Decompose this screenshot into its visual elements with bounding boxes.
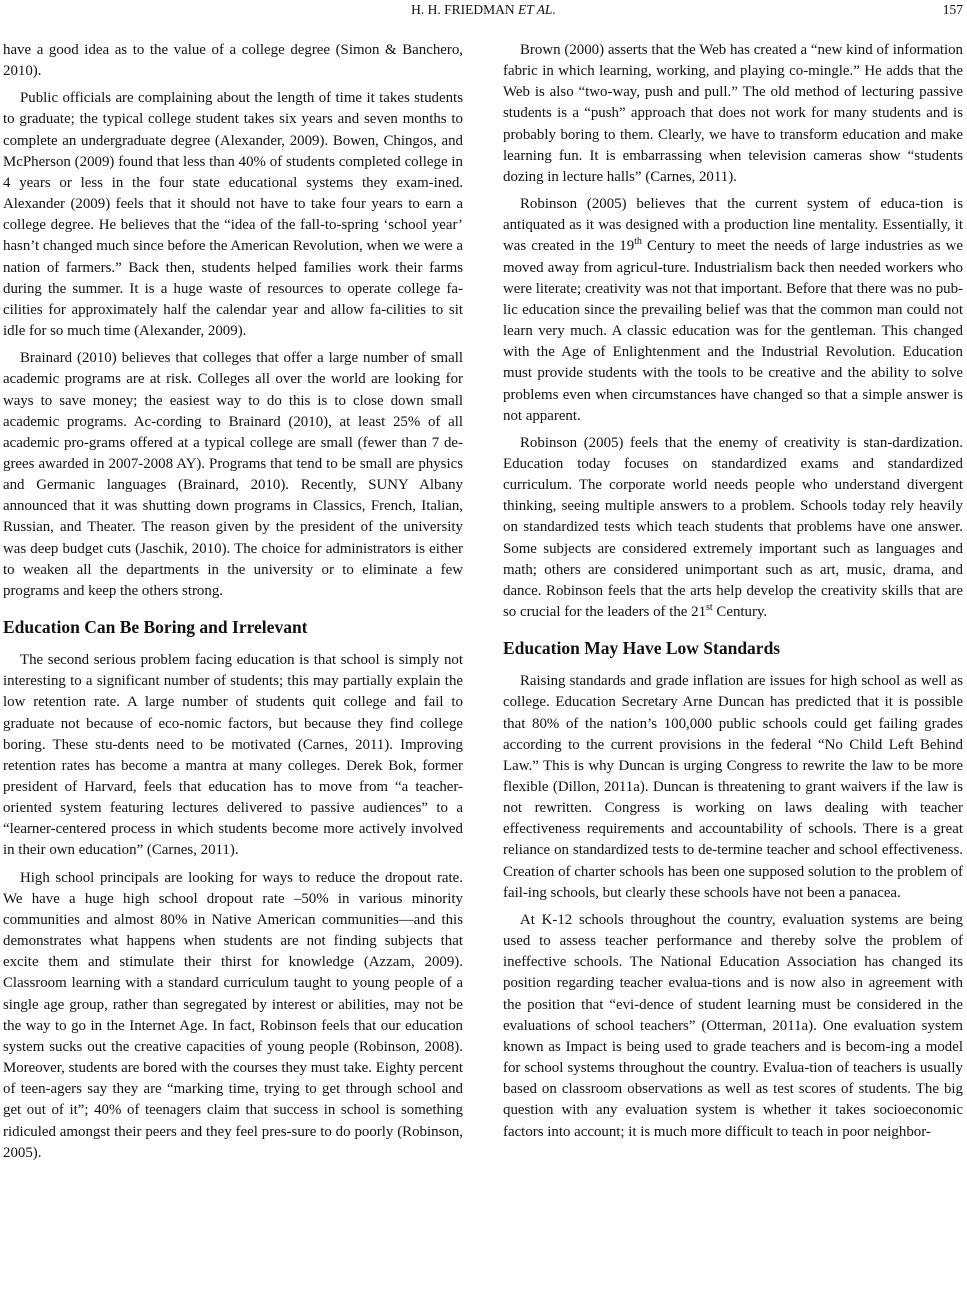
paragraph: The second serious problem facing education is that school is simply not interesting to a significant number of students; this may partially explain the low retention rate. A large number of students quit college and fail to graduate not because of eco-nomic factors, but because they find college boring. These stu-dents need to be motivated (Carnes, 2011). Improving retention rates has become a mantra at many colleges. Derek Bok, former president of Harvard, feels that education has to move from “a teacher-oriented system featuring lectures delivered to passive audiences” to a “learner-centered process in which students become more actively involved in their own education” (Carnes, 2011). [3,652,463,859]
paragraph: At K-12 schools throughout the country, evaluation systems are being used to assess teacher performance and thereby solve the problem of ineffective schools. The National Education Association has changed its position regarding teacher evalua-tions and is now also in agreement with the position that “evi-dence of student learning must be considered in the evaluations of school teachers” (Otterman, 2011a). One evaluation system known as Impact is being used to grade teachers and is becom-ing a model for school systems throughout the country. Evalua-tion of teachers is usually based on classroom observations as well as test scores of students. The big question with any evaluation system is whether it takes socioeconomic factors into account; it is much more difficult to teach in poor neighbor- [503,911,963,1140]
paragraph: Public officials are complaining about the length of time it takes students to graduate; the typical college student takes six years and seven months to complete an undergraduate degree (Alexander, 2009). Bowen, Chingos, and McPherson (2009) found that less than 40% of students completed college in 4 years or less in the four state educational systems they exam-ined. Alexander (2009) feels that it should not have to take four years to earn a college degree. He believes that the “idea of the fall-to-spring ‘school year’ hasn’t changed much since before the American Revolution, when we were a nation of farmers.” Back then, students helped families work their farms during the summer. It is a huge waste of resources to operate college fa-cilities for approximately half the calendar year and allow fa-cilities to sit idle for so much time (Alexander, 2009). [3,90,463,340]
paragraph [503,194,963,427]
paragraph: have a good idea as to the value of a college degree (Simon & Banchero, 2010). [3,42,463,80]
running-authors: H. H. FRIEDMAN [411,2,515,17]
paragraph [503,433,963,623]
text-run: Century to meet the needs of large industries as we moved away from agricul-ture. Industrialism back then needed workers who were literate; creativity was not that important. Before that there was no pub-lic education since the prevailing belief was that the common man could not learn very much. A classic education was for the gentleman. This changed with the Age of Enlightenment and the Industrial Revolution. Education must provide students with the tools to be creative and the ability to solve problems even when circumstances have changed so that a simple answer is not apparent. [503,238,963,424]
text-run: Robinson (2005) feels that the enemy of creativity is stan-dardization. Education today focuses on standardized exams and standardized curriculum. The corporate world needs people who understand divergent thinking, seeing multiple answers to a problem. Schools today rely heavily on standardized tests which teach students that problems have one answer. Some subjects are considered extremely important such as languages and math; others are considered unimportant such as art, music, drama, and dance. Robinson feels that the arts help develop the creativity skills that are so crucial for the leaders of the 21 [503,434,963,621]
section-heading: Education May Have Low Standards [503,638,781,659]
right-column [503,40,963,1149]
running-header [0,2,967,22]
superscript: th [634,236,642,248]
left-column [3,40,463,1170]
paragraph: Brainard (2010) believes that colleges that offer a large number of small academic programs are at risk. Colleges all over the world are looking for ways to save money; the easiest way to do this is to close down small academic programs. Ac-cording to Brainard (2010), at least 25% of all academic pro-grams offered at a typical college are small (fewer than 7 de-grees awarded in 2007-2008 AY). Programs that tend to be small are physics and Germanic languages (Brainard, 2010). Recently, SUNY Albany announced that it was shutting down programs in Classics, French, Italian, Russian, and Theater. The reason given by the president of the university was deep budget cuts (Jaschik, 2010). The choice for administrators is either to weaken all the departments in the university or to eliminate a few programs and keep the others strong. [3,350,463,599]
paragraph: High school principals are looking for ways to reduce the dropout rate. We have a huge high school dropout rate –50% in various minority communities and almost 80% in Native American communities—and this demonstrates what happens when students are not finding subjects that excite them and stimulate their thirst for knowledge (Azzam, 2009). Classroom learning with a standard curriculum taught to young people of a single age group, rather than segregated by interest or abilities, may not be the way to go in the Internet Age. In fact, Robinson feels that our education system sucks out the creative capacities of young people (Robinson, 2008). Moreover, students are bored with the courses they must take. Eighty percent of teen-agers say they are “marking time, trying to get through school and get out of it”; 40% of teenagers claim that success in school is something ridiculed amongst their peers and they feel pres-sure to do poorly (Robinson, 2005). [3,869,463,1161]
running-title [0,2,967,18]
superscript: st [706,602,713,614]
page-number: 157 [942,2,963,17]
section-heading: Education Can Be Boring and Irrelevant [3,617,308,638]
running-etal: ET AL. [518,2,556,17]
paragraph: Raising standards and grade inflation are issues for high school as well as college. Education Secretary Arne Duncan has predicted that it is possible that 80% of the nation’s 100,000 public schools could get failing grades according to the current provisions in the federal “No Child Left Behind Law.” This is why Duncan is urging Congress to rewrite the law to be more flexible (Dillon, 2011a). Duncan is threatening to grant waivers if the law is not rewritten. Congress is working on laws dealing with teacher effectiveness requirements and accountability of schools. There is a great reliance on standardized tests to de-termine teacher and school effectiveness. Creation of charter schools has been one supposed solution to the problem of fail-ing schools, but clearly these schools have not been a panacea. [503,673,963,901]
text-run: Century. [712,604,768,621]
text-run: Robinson (2005) believes that the current system of educa-tion is antiquated as it was designed with a production line mentality. Essentially, it was created in the 19 [503,196,963,255]
paragraph: Brown (2000) asserts that the Web has created a “new kind of information fabric in which learning, working, and playing co-mingle.” He adds that the Web is also “two-way, push and pull.” The old method of lecturing passive students is a “push” approach that does not work for many students and is probably boring to them. Clearly, we have to transform education and make learning fun. It is embarrassing when television cameras show “students dozing in lecture halls” (Carnes, 2011). [503,42,963,185]
